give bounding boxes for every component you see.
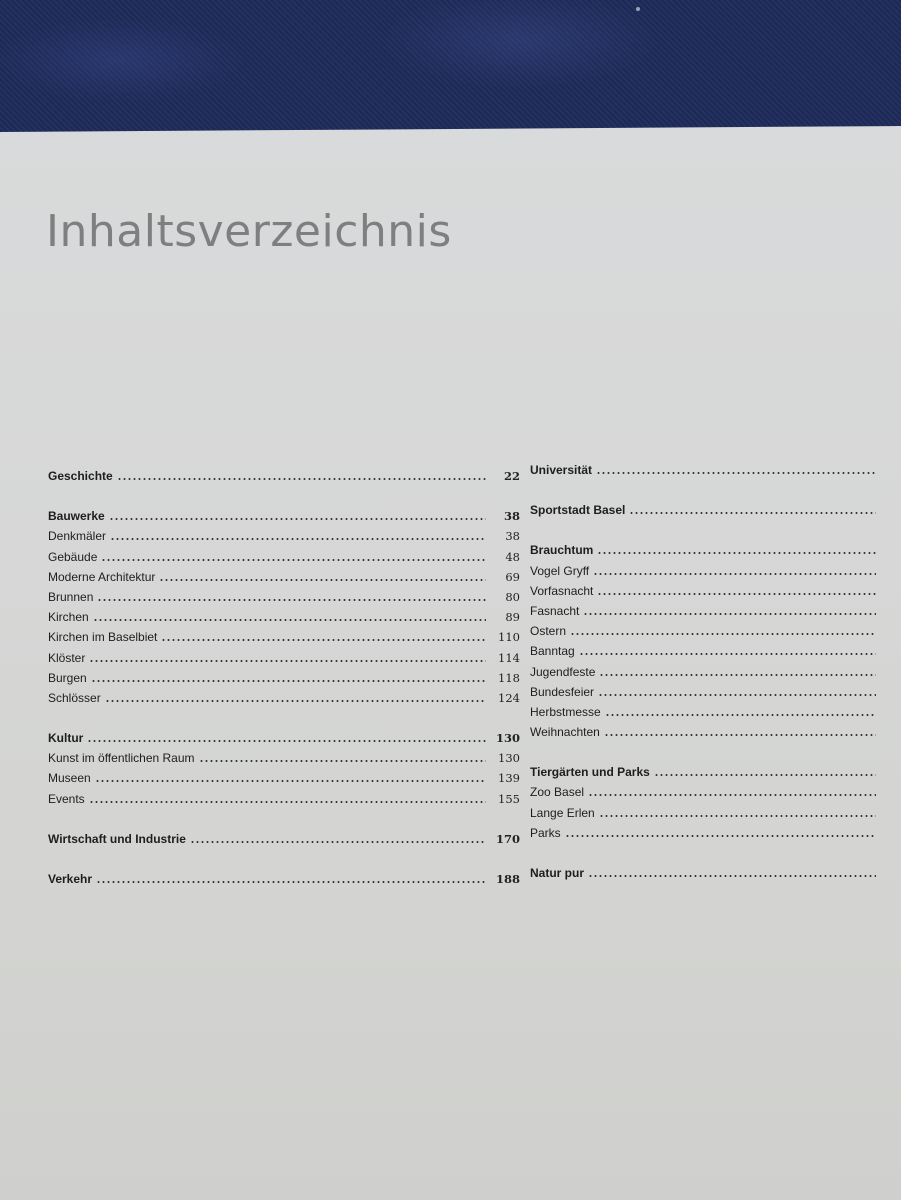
toc-entry-label: Kunst im öffentlichen Raum [48,751,195,766]
toc-section-heading [530,463,901,483]
toc-entry [48,550,520,570]
dot-leader [583,613,876,615]
toc-page-number: 48 [505,549,520,564]
toc-entry [48,771,520,791]
toc-page-number: 22 [503,469,520,483]
dot-leader [604,734,876,736]
dot-leader [199,760,486,762]
toc-page-number: 155 [498,791,520,806]
toc-right-column [530,463,901,886]
toc-entry [48,691,520,711]
dot-leader [95,780,486,782]
toc-entry-label: Events [48,791,85,806]
dot-leader [599,674,876,676]
dot-leader [105,700,486,702]
toc-entry-label: Klöster [48,650,86,665]
toc-entry-label: Vorfasnacht [530,583,594,598]
toc-entry [530,644,901,664]
dot-leader [117,478,486,480]
toc-entry [530,624,901,644]
dot-leader [570,633,876,635]
toc-section-heading [48,469,520,489]
toc-entry-label: Bauwerke [48,509,105,524]
toc-entry [530,705,901,725]
toc-page-number: 188 [495,872,520,886]
toc-entry-label: Kirchen im Baselbiet [48,630,158,645]
toc-entry [530,604,901,624]
toc-entry-label: Wirtschaft und Industrie [48,831,186,846]
toc-entry-label: Sportstadt Basel [530,503,626,518]
toc-entry [530,725,901,745]
toc-page-number: 114 [498,650,520,665]
dot-leader [93,619,486,621]
toc-entry [48,570,520,590]
dot-leader [579,653,876,655]
toc-entry-label: Verkehr [48,872,93,886]
toc-section-heading [48,832,520,852]
dot-leader [588,794,876,796]
dot-leader [588,875,876,877]
toc-page-number: 170 [495,831,520,846]
dot-leader [110,538,486,540]
toc-entry-label: Herbstmesse [530,704,601,719]
toc-entry [530,806,901,826]
toc-entry-label: Natur pur [530,866,584,880]
page-title: Inhaltsverzeichnis [46,206,452,257]
toc-entry [48,651,520,671]
toc-entry [530,685,901,705]
toc-entry-label: Fasnacht [530,603,580,618]
toc-page-number: 130 [498,751,520,766]
dot-leader [654,774,876,776]
tablecloth-background [0,0,901,140]
toc-entry [530,564,901,584]
toc-entry-label: Weihnachten [530,725,600,740]
toc-section-heading [48,509,520,529]
dot-leader [109,518,486,520]
dot-leader [605,714,876,716]
toc-entry-label: Ostern [530,624,567,639]
toc-section-heading [530,765,901,785]
dot-leader [97,599,486,601]
toc-entry-label: Burgen [48,670,87,685]
toc-entry [48,529,520,549]
dot-leader [91,680,486,682]
toc-page-number: 89 [505,610,520,625]
toc-entry-label: Bundesfeier [530,684,595,699]
toc-section-heading [530,543,901,563]
toc-entry-label: Brauchtum [530,543,594,558]
toc-entry [48,630,520,650]
toc-entry [530,665,901,685]
dot-leader [89,801,486,803]
dot-leader [599,815,876,817]
dot-leader [597,552,876,554]
dot-leader [87,740,486,742]
dot-leader [161,639,486,641]
dot-leader [101,559,486,561]
toc-section-heading [48,731,520,751]
toc-page-number: 139 [498,771,520,786]
cloth-sparkle [636,7,640,11]
toc-page-number: 38 [505,529,520,544]
toc-entry-label: Lange Erlen [530,805,595,820]
dot-leader [593,573,876,575]
toc-entry [48,751,520,771]
dot-leader [89,660,486,662]
toc-page-number: 130 [495,731,520,746]
toc-entry-label: Museen [48,771,91,786]
toc-left-column [48,469,520,892]
toc-entry-label: Jugendfeste [530,664,596,679]
toc-section-heading [48,872,520,892]
toc-entry [530,785,901,805]
toc-page-number: 124 [498,690,520,705]
toc-entry [48,610,520,630]
dot-leader [596,472,876,474]
toc-entry-label: Vogel Gryff [530,563,590,578]
toc-entry-label: Denkmäler [48,529,107,544]
toc-entry-label: Kirchen [48,610,89,625]
toc-entry [48,590,520,610]
toc-section-heading [530,503,901,523]
toc-page-number: 110 [498,630,520,645]
toc-entry-label: Gebäude [48,549,98,564]
toc-entry-label: Universität [530,463,593,477]
dot-leader [159,579,486,581]
toc-entry [530,584,901,604]
dot-leader [96,881,486,883]
dot-leader [598,694,876,696]
toc-entry [48,671,520,691]
toc-entry-label: Geschichte [48,469,113,483]
toc-page-number: 38 [503,509,520,524]
toc-section-heading [530,866,901,886]
toc-entry-label: Tiergärten und Parks [530,765,650,780]
dot-leader [597,593,876,595]
toc-entry-label: Brunnen [48,589,94,604]
toc-page-number: 69 [505,569,520,584]
toc-entry-label: Schlösser [48,690,101,705]
dot-leader [629,512,876,514]
toc-page-number: 118 [498,670,520,685]
toc-entry [48,792,520,812]
dot-leader [190,841,486,843]
toc-entry-label: Banntag [530,644,575,659]
toc-entry-label: Zoo Basel [530,785,585,800]
toc-entry [530,826,901,846]
toc-entry-label: Moderne Architektur [48,569,156,584]
dot-leader [565,835,876,837]
toc-entry-label: Parks [530,825,561,840]
toc-page-number: 80 [505,589,520,604]
toc-entry-label: Kultur [48,731,84,746]
